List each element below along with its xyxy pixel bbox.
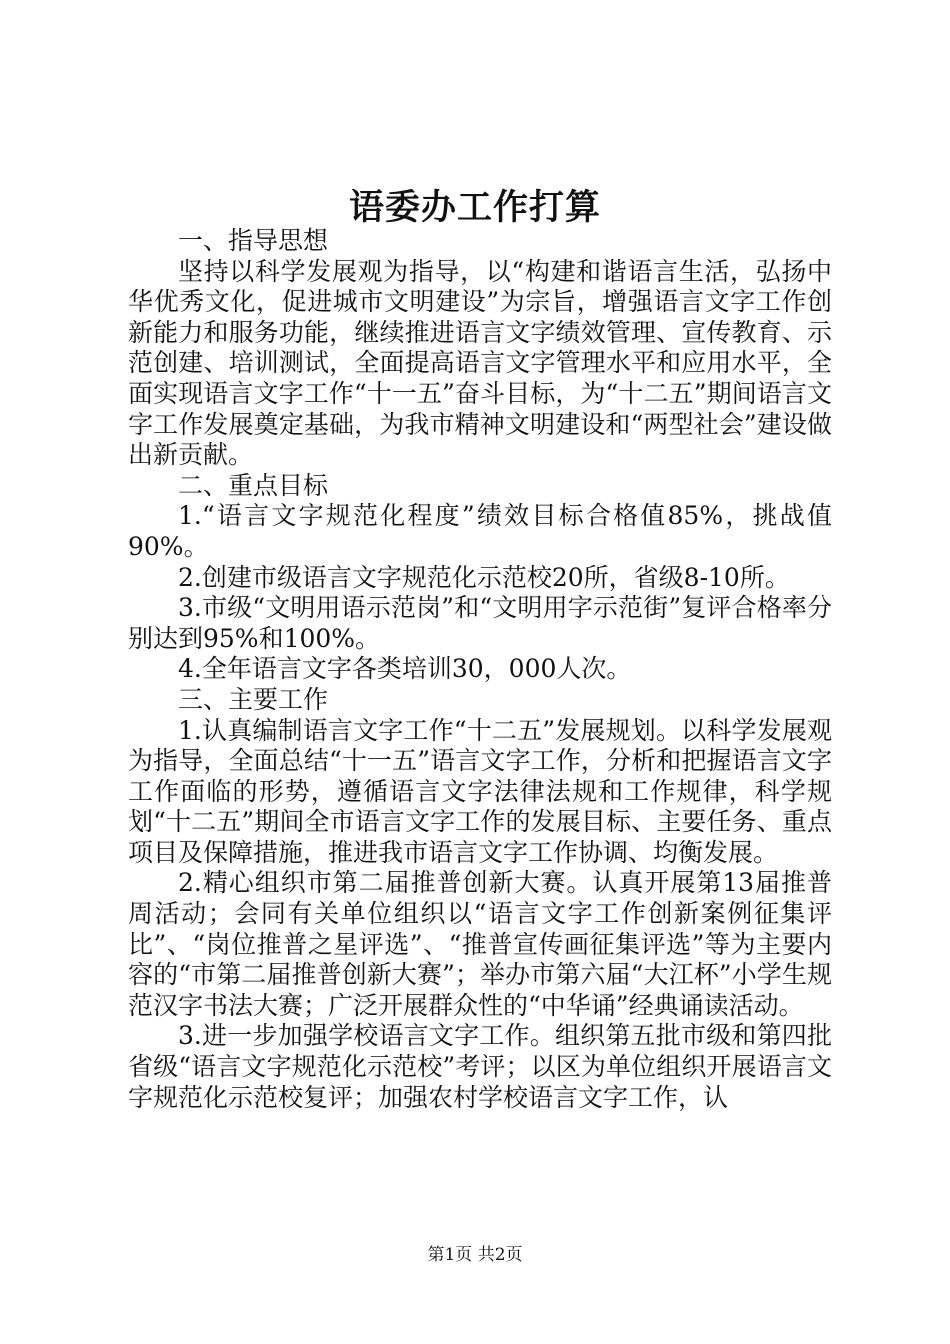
list-item: 1.认真编制语言文字工作“十二五”发展规划。以科学发展观为指导，全面总结“十一五”语言文字工作，分析和把握语言文字工作面临的形势，遵循语言文字法律法规和工作规律，科学规划“十二五”期间全市语言文字工作的发展目标、主要任务、重点项目及保障措施，推进我市语言文字工作协调、均衡发展。 — [128, 715, 832, 867]
page-number: 第1页 共2页 — [427, 1245, 523, 1265]
list-item: 3.进一步加强学校语言文字工作。组织第五批市级和第四批省级“语言文字规范化示范校”考评；以区为单位组织开展语言文字规范化示范校复评；加强农村学校语言文字工作，认 — [128, 1021, 832, 1112]
document-title: 语委办工作打算 — [348, 187, 601, 228]
body-paragraph: 坚持以科学发展观为指导，以“构建和谐语言生活，弘扬中华优秀文化，促进城市文明建设”为宗旨，增强语言文字工作创新能力和服务功能，继续推进语言文字绩效管理、宣传教育、示范创建、培训测试，全面提高语言文字管理水平和应用水平，全面实现语言文字工作“十一五”奋斗目标，为“十二五”期间语言文字工作发展奠定基础，为我市精神文明建设和“两型社会”建设做出新贡献。 — [128, 256, 832, 470]
list-item: 2.精心组织市第二届推普创新大赛。认真开展第13届推普周活动；会同有关单位组织以“语言文字工作创新案例征集评比”、“岗位推普之星评选”、“推普宣传画征集评选”等为主要内容的“市第二届推普创新大赛”；举办市第六届“大江杯”小学生规范汉字书法大赛；广泛开展群众性的“中华诵”经典诵读活动。 — [128, 868, 832, 1020]
section-heading-key-goals: 二、重点目标 — [178, 470, 329, 500]
section-heading-main-work: 三、主要工作 — [178, 684, 329, 714]
section-heading-guiding-ideology: 一、指导思想 — [178, 226, 329, 255]
list-item: 4.全年语言文字各类培训30，000人次。 — [178, 654, 632, 684]
list-item: 3.市级“文明用语示范岗”和“文明用字示范街”复评合格率分别达到95%和100%。 — [128, 593, 832, 653]
document-body — [128, 226, 832, 1113]
list-item: 1.“语言文字规范化程度”绩效目标合格值85%，挑战值90%。 — [128, 501, 832, 561]
list-item: 2.创建市级语言文字规范化示范校20所，省级8-10所。 — [178, 562, 790, 592]
